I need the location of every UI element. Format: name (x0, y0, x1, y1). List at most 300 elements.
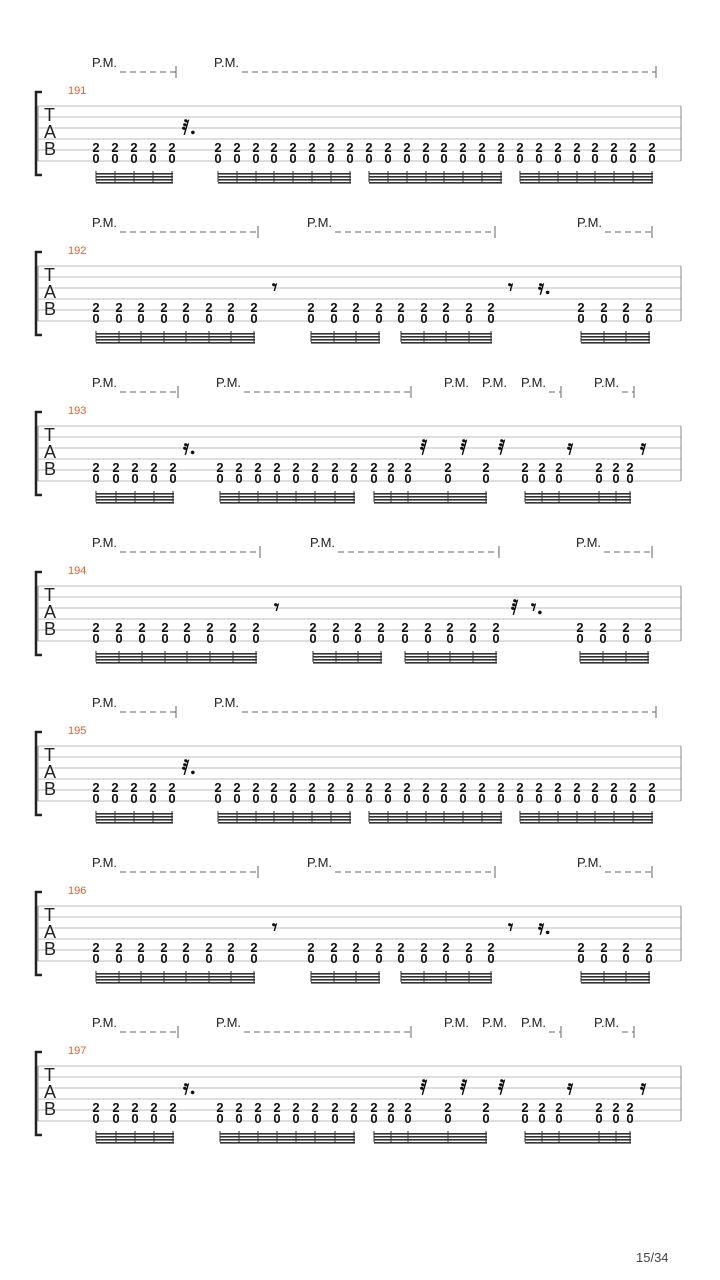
fret-number: 2 (169, 1100, 177, 1115)
fret-number: 2 (254, 1100, 262, 1115)
fret-number: 2 (554, 140, 562, 155)
tab-clef-letter: A (44, 282, 57, 302)
measure-number: 192 (68, 245, 87, 257)
fret-number: 0 (308, 151, 316, 166)
fret-number: 2 (270, 780, 278, 795)
fret-number: 2 (622, 940, 630, 955)
rest-symbol: 𝅀 (511, 595, 519, 619)
fret-number: 2 (308, 780, 316, 795)
fret-number: 2 (444, 1100, 452, 1115)
beam (96, 822, 173, 824)
fret-number: 2 (229, 620, 237, 635)
fret-number: 2 (311, 1100, 319, 1115)
system-bracket (36, 572, 42, 655)
fret-number: 2 (478, 140, 486, 155)
fret-number: 0 (254, 471, 262, 486)
fret-number: 0 (169, 1111, 177, 1126)
palm-mute-label: P.M. (92, 855, 118, 870)
fret-number: 2 (600, 940, 608, 955)
fret-number: 0 (648, 791, 656, 806)
fret-number: 2 (183, 620, 191, 635)
palm-mute-label: P.M. (482, 375, 508, 390)
fret-number: 0 (229, 631, 237, 646)
fret-number: 0 (216, 471, 224, 486)
fret-number: 0 (292, 1111, 300, 1126)
beam (520, 822, 653, 824)
beam (313, 656, 382, 658)
palm-mute-label: P.M. (92, 695, 118, 710)
fret-number: 2 (354, 620, 362, 635)
fret-number: 0 (330, 311, 338, 326)
beam (96, 816, 173, 818)
fret-number: 0 (535, 791, 543, 806)
tab-clef-letter: A (44, 442, 57, 462)
fret-number: 2 (403, 780, 411, 795)
fret-number: 0 (554, 151, 562, 166)
rest-symbol: 𝄿. (183, 435, 197, 459)
tab-clef-letter: A (44, 122, 57, 142)
palm-mute-label: P.M. (310, 535, 336, 550)
beam (96, 659, 257, 661)
fret-number: 2 (327, 780, 335, 795)
fret-number: 0 (573, 151, 581, 166)
fret-number: 0 (327, 791, 335, 806)
beam (525, 499, 631, 501)
fret-number: 2 (111, 140, 119, 155)
fret-number: 0 (626, 471, 634, 486)
fret-number: 2 (538, 1100, 546, 1115)
fret-number: 2 (387, 1100, 395, 1115)
beam (369, 813, 502, 815)
fret-number: 0 (478, 151, 486, 166)
beam (374, 1142, 487, 1144)
beam (525, 502, 631, 504)
fret-number: 0 (554, 791, 562, 806)
beam (96, 499, 174, 501)
fret-number: 0 (115, 951, 123, 966)
fret-number: 2 (370, 460, 378, 475)
fret-number: 0 (327, 151, 335, 166)
rest-symbol: 𝅀. (182, 755, 197, 779)
rest-symbol: 𝄾 (508, 275, 514, 299)
beam (374, 1139, 487, 1141)
fret-number: 0 (112, 471, 120, 486)
rest-symbol: 𝄾. (531, 595, 544, 619)
fret-number: 2 (497, 140, 505, 155)
fret-number: 2 (307, 300, 315, 315)
tab-system (36, 855, 681, 984)
beam (401, 339, 492, 341)
beam (401, 342, 492, 344)
fret-number: 0 (92, 471, 100, 486)
fret-number: 2 (420, 940, 428, 955)
fret-number: 0 (92, 311, 100, 326)
palm-mute-label: P.M. (521, 1015, 547, 1030)
fret-number: 2 (420, 300, 428, 315)
fret-number: 0 (270, 791, 278, 806)
fret-number: 0 (206, 631, 214, 646)
beam (218, 813, 351, 815)
fret-number: 0 (235, 1111, 243, 1126)
beam (525, 1142, 631, 1144)
fret-number: 0 (235, 471, 243, 486)
fret-number: 2 (182, 300, 190, 315)
beam (311, 342, 380, 344)
beam (220, 493, 355, 495)
fret-number: 2 (254, 460, 262, 475)
fret-number: 0 (292, 471, 300, 486)
beam (218, 182, 351, 184)
fret-number: 0 (252, 151, 260, 166)
fret-number: 0 (440, 791, 448, 806)
fret-number: 2 (516, 780, 524, 795)
fret-number: 2 (459, 140, 467, 155)
beam (581, 979, 650, 981)
system-bracket (36, 252, 42, 335)
fret-number: 0 (115, 631, 123, 646)
fret-number: 2 (375, 940, 383, 955)
beam (96, 819, 173, 821)
fret-number: 0 (478, 791, 486, 806)
fret-number: 0 (422, 791, 430, 806)
fret-number: 0 (254, 1111, 262, 1126)
beam (520, 813, 653, 815)
fret-number: 0 (487, 311, 495, 326)
fret-number: 0 (92, 791, 100, 806)
rest-symbol: 𝄿. (538, 915, 552, 939)
fret-number: 0 (459, 151, 467, 166)
beam (401, 979, 492, 981)
fret-number: 0 (111, 791, 119, 806)
beam (96, 173, 173, 175)
fret-number: 2 (252, 780, 260, 795)
fret-number: 0 (160, 311, 168, 326)
beam (96, 1136, 174, 1138)
fret-number: 2 (150, 1100, 158, 1115)
tab-clef-letter: A (44, 1082, 57, 1102)
fret-number: 2 (111, 780, 119, 795)
fret-number: 0 (444, 471, 452, 486)
beam (581, 336, 650, 338)
fret-number: 0 (482, 1111, 490, 1126)
fret-number: 2 (577, 300, 585, 315)
fret-number: 0 (622, 631, 630, 646)
fret-number: 0 (168, 791, 176, 806)
beam (96, 973, 255, 975)
tab-clef-letter: A (44, 922, 57, 942)
rest-symbol: 𝄾 (272, 275, 278, 299)
fret-number: 0 (459, 791, 467, 806)
fret-number: 2 (205, 940, 213, 955)
fret-number: 2 (350, 460, 358, 475)
fret-number: 2 (444, 460, 452, 475)
fret-number: 2 (648, 780, 656, 795)
rest-symbol: 𝅀 (420, 1075, 428, 1099)
beam (96, 502, 174, 504)
fret-number: 2 (160, 940, 168, 955)
beam (401, 336, 492, 338)
fret-number: 2 (235, 460, 243, 475)
fret-number: 2 (442, 940, 450, 955)
page-number: 15/34 (636, 1250, 669, 1265)
fret-number: 2 (555, 1100, 563, 1115)
fret-number: 2 (160, 300, 168, 315)
fret-number: 0 (252, 631, 260, 646)
beam (220, 502, 355, 504)
measure-number: 193 (68, 405, 87, 417)
beam (96, 656, 257, 658)
beam (218, 176, 351, 178)
fret-number: 2 (352, 940, 360, 955)
tab-clef-letter: B (44, 939, 57, 959)
fret-number: 0 (626, 1111, 634, 1126)
beam (405, 659, 497, 661)
fret-number: 0 (595, 1111, 603, 1126)
fret-number: 0 (577, 311, 585, 326)
fret-number: 0 (555, 1111, 563, 1126)
fret-number: 0 (352, 951, 360, 966)
beam (525, 1136, 631, 1138)
fret-number: 2 (252, 620, 260, 635)
fret-number: 2 (112, 1100, 120, 1115)
fret-number: 2 (205, 300, 213, 315)
fret-number: 2 (497, 780, 505, 795)
palm-mute-label: P.M. (577, 855, 603, 870)
beam (96, 176, 173, 178)
fret-number: 0 (112, 1111, 120, 1126)
measure-number: 197 (68, 1045, 87, 1057)
fret-number: 2 (115, 620, 123, 635)
fret-number: 2 (331, 460, 339, 475)
beam (520, 816, 653, 818)
fret-number: 0 (422, 151, 430, 166)
fret-number: 0 (622, 311, 630, 326)
beam (96, 336, 255, 338)
beam (369, 822, 502, 824)
fret-number: 0 (160, 951, 168, 966)
fret-number: 2 (465, 940, 473, 955)
measure-number: 194 (68, 565, 87, 577)
beam (311, 979, 380, 981)
rest-symbol: 𝅀 (498, 1075, 506, 1099)
fret-number: 0 (591, 151, 599, 166)
fret-number: 2 (595, 460, 603, 475)
fret-number: 2 (397, 300, 405, 315)
fret-number: 0 (446, 631, 454, 646)
fret-number: 0 (149, 151, 157, 166)
fret-number: 2 (469, 620, 477, 635)
fret-number: 2 (168, 780, 176, 795)
fret-number: 2 (644, 620, 652, 635)
fret-number: 0 (250, 951, 258, 966)
beam (220, 1142, 355, 1144)
fret-number: 2 (600, 300, 608, 315)
beam (401, 976, 492, 978)
fret-number: 0 (492, 631, 500, 646)
fret-number: 0 (622, 951, 630, 966)
fret-number: 2 (92, 940, 100, 955)
tab-clef-letter: T (44, 105, 55, 125)
fret-number: 2 (626, 460, 634, 475)
fret-number: 2 (612, 1100, 620, 1115)
beam (369, 816, 502, 818)
beam (401, 973, 492, 975)
tab-system (36, 375, 681, 504)
fret-number: 2 (131, 1100, 139, 1115)
fret-number: 0 (420, 311, 428, 326)
fret-number: 0 (595, 471, 603, 486)
fret-number: 0 (370, 471, 378, 486)
fret-number: 0 (521, 471, 529, 486)
rest-symbol: 𝄿. (183, 1075, 197, 1099)
fret-number: 0 (227, 311, 235, 326)
fret-number: 2 (577, 940, 585, 955)
fret-number: 0 (612, 1111, 620, 1126)
palm-mute-label: P.M. (444, 375, 470, 390)
palm-mute-label: P.M. (216, 375, 242, 390)
beam (525, 496, 631, 498)
beam (369, 179, 502, 181)
fret-number: 0 (332, 631, 340, 646)
fret-number: 0 (387, 1111, 395, 1126)
tab-clef-letter: B (44, 139, 57, 159)
beam (313, 653, 382, 655)
fret-number: 2 (289, 140, 297, 155)
fret-number: 0 (610, 151, 618, 166)
fret-number: 0 (629, 151, 637, 166)
beam (374, 1133, 487, 1135)
rest-symbol: 𝄾 (508, 915, 514, 939)
fret-number: 0 (273, 471, 281, 486)
beam (218, 173, 351, 175)
beam (405, 656, 497, 658)
beam (218, 819, 351, 821)
fret-number: 0 (150, 471, 158, 486)
fret-number: 2 (350, 1100, 358, 1115)
fret-number: 0 (350, 471, 358, 486)
fret-number: 0 (131, 1111, 139, 1126)
tab-clef-letter: T (44, 745, 55, 765)
fret-number: 0 (516, 791, 524, 806)
fret-number: 2 (332, 620, 340, 635)
fret-number: 0 (442, 951, 450, 966)
fret-number: 2 (645, 940, 653, 955)
fret-number: 2 (377, 620, 385, 635)
fret-number: 0 (216, 1111, 224, 1126)
beam (374, 499, 487, 501)
fret-number: 0 (599, 631, 607, 646)
system-bracket (36, 892, 42, 975)
fret-number: 0 (497, 791, 505, 806)
fret-number: 0 (311, 471, 319, 486)
fret-number: 0 (331, 1111, 339, 1126)
fret-number: 0 (444, 1111, 452, 1126)
fret-number: 2 (521, 1100, 529, 1115)
fret-number: 2 (233, 140, 241, 155)
fret-number: 0 (115, 311, 123, 326)
fret-number: 2 (169, 460, 177, 475)
fret-number: 0 (440, 151, 448, 166)
fret-number: 0 (307, 951, 315, 966)
fret-number: 2 (273, 460, 281, 475)
beam (313, 662, 382, 664)
beam (580, 656, 649, 658)
beam (96, 182, 173, 184)
beam (401, 333, 492, 335)
fret-number: 0 (92, 631, 100, 646)
fret-number: 2 (610, 140, 618, 155)
fret-number: 2 (422, 780, 430, 795)
fret-number: 0 (214, 151, 222, 166)
tab-clef-letter: A (44, 602, 57, 622)
fret-number: 2 (573, 140, 581, 155)
fret-number: 2 (137, 940, 145, 955)
tab-clef-letter: T (44, 265, 55, 285)
fret-number: 0 (644, 631, 652, 646)
fret-number: 0 (309, 631, 317, 646)
fret-number: 2 (206, 620, 214, 635)
fret-number: 0 (535, 151, 543, 166)
beam (401, 982, 492, 984)
fret-number: 0 (387, 471, 395, 486)
beam (96, 342, 255, 344)
fret-number: 2 (387, 460, 395, 475)
fret-number: 2 (404, 1100, 412, 1115)
fret-number: 2 (622, 620, 630, 635)
fret-number: 2 (554, 780, 562, 795)
beam (220, 496, 355, 498)
beam (220, 1139, 355, 1141)
beam (581, 339, 650, 341)
fret-number: 0 (469, 631, 477, 646)
tab-system (36, 695, 681, 824)
fret-number: 0 (403, 151, 411, 166)
fret-number: 0 (573, 791, 581, 806)
fret-number: 2 (610, 780, 618, 795)
fret-number: 2 (131, 460, 139, 475)
fret-number: 0 (205, 311, 213, 326)
beam (520, 179, 653, 181)
rest-symbol: 𝄿 (640, 1075, 647, 1099)
beam (313, 659, 382, 661)
fret-number: 2 (161, 620, 169, 635)
fret-number: 0 (521, 1111, 529, 1126)
beam (369, 176, 502, 178)
tab-clef-letter: B (44, 299, 57, 319)
beam (218, 179, 351, 181)
beam (520, 173, 653, 175)
tab-clef-letter: B (44, 779, 57, 799)
fret-number: 2 (538, 460, 546, 475)
fret-number: 0 (149, 791, 157, 806)
fret-number: 0 (397, 951, 405, 966)
fret-number: 2 (478, 780, 486, 795)
beam (520, 182, 653, 184)
beam (580, 662, 649, 664)
beam (405, 662, 497, 664)
fret-number: 0 (404, 471, 412, 486)
fret-number: 0 (365, 151, 373, 166)
fret-number: 2 (352, 300, 360, 315)
system-bracket (36, 412, 42, 495)
palm-mute-label: P.M. (214, 695, 240, 710)
fret-number: 0 (131, 471, 139, 486)
fret-number: 0 (233, 151, 241, 166)
fret-number: 2 (401, 620, 409, 635)
fret-number: 2 (214, 780, 222, 795)
fret-number: 2 (292, 460, 300, 475)
fret-number: 0 (214, 791, 222, 806)
